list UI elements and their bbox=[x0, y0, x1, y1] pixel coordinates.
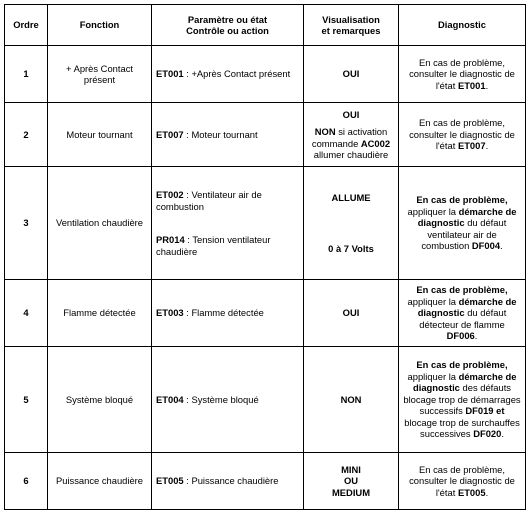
diag-p1: En cas de problème, bbox=[416, 194, 508, 206]
row-parametre bbox=[152, 453, 304, 510]
param2-text: : Tension ventilateur chaudière bbox=[156, 234, 271, 257]
row-fonction: Moteur tournant bbox=[48, 103, 152, 167]
param-code: ET001 bbox=[156, 68, 184, 80]
diag-code: ET005 bbox=[457, 486, 486, 498]
row-parametre bbox=[152, 46, 304, 103]
row-fonction: Puissance chaudière bbox=[48, 453, 152, 510]
diag-p5: DF019 bbox=[465, 405, 494, 417]
table-row bbox=[5, 280, 526, 347]
param-text: : Système bloqué bbox=[183, 393, 259, 405]
diag-p3: démarche de diagnostic bbox=[417, 205, 517, 229]
param-text: : Ventilateur air de combustion bbox=[156, 189, 262, 212]
row-ordre: 6 bbox=[5, 453, 48, 510]
header-parametre-line2: Contrôle ou action bbox=[186, 25, 269, 36]
header-diagnostic: Diagnostic bbox=[399, 5, 526, 46]
diag-p1: En cas de problème, bbox=[416, 359, 508, 371]
diag-p2: appliquer la bbox=[407, 205, 459, 217]
row-parametre bbox=[152, 347, 304, 453]
diag-p2: appliquer la bbox=[407, 370, 459, 382]
row-parametre bbox=[152, 167, 304, 280]
vis-ac-text: allumer chaudière bbox=[313, 149, 389, 160]
vis-non-text: si activation commande bbox=[311, 126, 388, 149]
diag-p4: du défaut ventilateur air de combustion bbox=[421, 217, 507, 252]
row-visualisation bbox=[304, 453, 399, 510]
header-parametre-line1: Paramètre ou état bbox=[187, 13, 268, 25]
header-ordre: Ordre bbox=[5, 5, 48, 46]
row-visualisation: OUI bbox=[304, 46, 399, 103]
diag-p4: du défaut détecteur de flamme bbox=[419, 307, 507, 330]
row-visualisation: NON bbox=[304, 347, 399, 453]
table-row bbox=[5, 103, 526, 167]
param-code: ET004 bbox=[156, 393, 184, 405]
vis-value-1: MINI bbox=[341, 463, 361, 475]
diag-end: . bbox=[485, 140, 489, 152]
table-row bbox=[5, 347, 526, 453]
vis-value-3: MEDIUM bbox=[331, 486, 371, 498]
vis-value-2: 0 à 7 Volts bbox=[328, 243, 374, 254]
row-diagnostic bbox=[399, 103, 526, 167]
table-row bbox=[5, 453, 526, 510]
vis-non: NON bbox=[314, 126, 336, 137]
row-fonction: Système bloqué bbox=[48, 347, 152, 453]
row-fonction: + Après Contact présent bbox=[48, 46, 152, 103]
row-parametre bbox=[152, 280, 304, 347]
param-text: : +Après Contact présent bbox=[183, 68, 291, 80]
diag-p4: des défauts blocage trop de démarrages successifs bbox=[403, 382, 521, 417]
row-diagnostic bbox=[399, 46, 526, 103]
diag-p3: démarche de diagnostic bbox=[417, 295, 517, 319]
diag-p3: démarche de diagnostic bbox=[413, 370, 517, 394]
row-ordre: 5 bbox=[5, 347, 48, 453]
row-fonction: Flamme détectée bbox=[48, 280, 152, 347]
diag-p5: DF006 bbox=[446, 330, 475, 342]
diag-text: En cas de problème, consulter le diagnostic de l'état bbox=[409, 117, 515, 152]
param-text: : Moteur tournant bbox=[183, 128, 258, 140]
diag-p8: DF020 bbox=[473, 428, 502, 440]
diag-p6: . bbox=[474, 330, 478, 342]
diag-text: En cas de problème, consulter le diagnostic de l'état bbox=[409, 56, 515, 91]
diag-p9: . bbox=[501, 428, 504, 440]
row-diagnostic bbox=[399, 280, 526, 347]
row-ordre: 1 bbox=[5, 46, 48, 103]
param2-code: PR014 bbox=[156, 234, 185, 245]
param-text: : Flamme détectée bbox=[183, 307, 264, 319]
row-diagnostic bbox=[399, 453, 526, 510]
row-parametre bbox=[152, 103, 304, 167]
table-row bbox=[5, 46, 526, 103]
vis-value-2: OU bbox=[343, 475, 359, 487]
param-code: ET002 bbox=[156, 189, 184, 200]
vis-ac: AC002 bbox=[360, 137, 391, 149]
diag-p2: appliquer la bbox=[407, 295, 459, 307]
diag-code: ET007 bbox=[457, 140, 486, 152]
diag-p7: blocage trop de surchauffes successives bbox=[404, 416, 520, 440]
header-visualisation-line1: Visualisation bbox=[322, 13, 380, 25]
diag-p5: DF004 bbox=[471, 240, 501, 252]
param-code: ET007 bbox=[156, 128, 184, 140]
row-visualisation: OUI bbox=[304, 280, 399, 347]
vis-value: ALLUME bbox=[331, 191, 371, 203]
row-visualisation bbox=[304, 167, 399, 280]
table-row bbox=[5, 167, 526, 280]
header-visualisation bbox=[304, 5, 399, 46]
diag-p1: En cas de problème, bbox=[416, 284, 508, 296]
diag-end: . bbox=[485, 486, 489, 498]
row-ordre: 4 bbox=[5, 280, 48, 347]
diag-p6: . bbox=[500, 240, 503, 252]
row-ordre: 3 bbox=[5, 167, 48, 280]
row-diagnostic bbox=[399, 167, 526, 280]
row-fonction: Ventilation chaudière bbox=[48, 167, 152, 280]
param-text: : Puissance chaudière bbox=[183, 475, 279, 487]
diagnostic-table bbox=[4, 4, 526, 510]
vis-oui: OUI bbox=[342, 108, 360, 120]
header-visualisation-line2: et remarques bbox=[321, 25, 381, 36]
row-ordre: 2 bbox=[5, 103, 48, 167]
header-parametre bbox=[152, 5, 304, 46]
header-row bbox=[5, 5, 526, 46]
diag-p6: et bbox=[493, 405, 505, 417]
param-code: ET003 bbox=[156, 307, 184, 319]
diag-code: ET001 bbox=[457, 79, 486, 91]
param-code: ET005 bbox=[156, 475, 184, 487]
header-fonction: Fonction bbox=[48, 5, 152, 46]
row-diagnostic bbox=[399, 347, 526, 453]
row-visualisation bbox=[304, 103, 399, 167]
diag-end: . bbox=[485, 79, 489, 91]
diag-text: En cas de problème, consulter le diagnostic de l'état bbox=[409, 463, 515, 498]
